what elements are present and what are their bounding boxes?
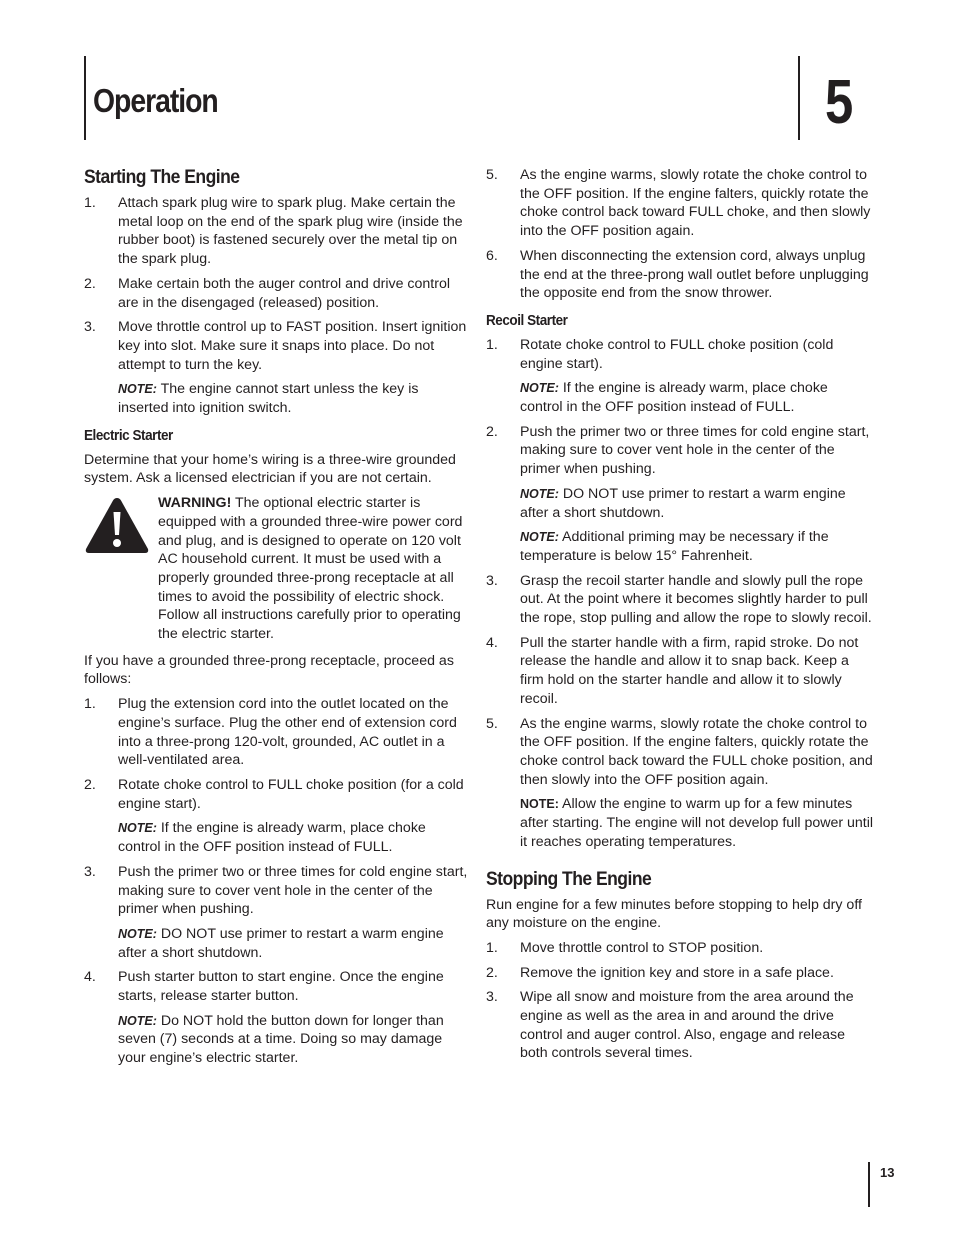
recoil-starter-steps xyxy=(486,336,874,373)
list-item xyxy=(486,166,874,241)
starting-engine-list xyxy=(84,194,469,374)
electric-starter-steps-cont xyxy=(84,863,469,919)
stopping-engine-steps xyxy=(486,939,874,1063)
list-item xyxy=(486,939,874,958)
note xyxy=(118,925,469,962)
list-number: 1. xyxy=(84,195,96,211)
right-column xyxy=(486,166,874,1069)
note-label: NOTE: xyxy=(520,530,559,545)
page-number-rule xyxy=(868,1162,870,1207)
list-number: 2. xyxy=(486,964,498,981)
page-title: Operation xyxy=(93,82,218,119)
list-item xyxy=(84,863,469,919)
page-number: 13 xyxy=(880,1165,895,1180)
note-label: NOTE: xyxy=(118,382,157,397)
list-number: 2. xyxy=(84,776,96,793)
stopping-intro: Run engine for a few minutes before stopping to help dry off any moisture on the engine. xyxy=(486,896,862,932)
list-text: Rotate choke control to FULL choke position (cold engine start). xyxy=(520,336,834,372)
list-number: 4. xyxy=(486,634,498,651)
note-text: Allow the engine to warm up for a few minutes after starting. The engine will not develop full power until it reaches operating temperatures. xyxy=(520,796,874,850)
list-item xyxy=(486,572,874,628)
note xyxy=(520,528,874,565)
starting-engine-heading: Starting The Engine xyxy=(84,166,240,188)
list-number: 4. xyxy=(84,969,96,986)
recoil-starter-heading: Recoil Starter xyxy=(486,311,568,329)
list-item xyxy=(486,634,874,709)
list-number: 3. xyxy=(486,572,498,589)
electric-intro: Determine that your home’s wiring is a three-wire grounded system. Ask a licensed electrician if you are not certain. xyxy=(84,451,456,487)
warning-exclamation-icon xyxy=(84,496,150,554)
list-text: Make certain both the auger control and drive control are in the disengaged (released) position. xyxy=(118,275,451,311)
note-text: If the engine is already warm, place choke control in the OFF position instead of FULL. xyxy=(118,820,426,856)
chapter-number: 5 xyxy=(825,68,854,137)
note xyxy=(520,795,874,851)
recoil-starter-steps-cont xyxy=(486,572,874,790)
list-text: Plug the extension cord into the outlet located on the engine’s surface. Plug the other end of extension cord into a three-prong 120-volt, grounded, AC outlet in a well-ventilated area. xyxy=(118,696,457,769)
list-number: 6. xyxy=(486,247,498,264)
note-label: NOTE: xyxy=(520,381,559,396)
list-item xyxy=(84,194,469,269)
list-number: 3. xyxy=(84,319,96,336)
electric-starter-steps-cont xyxy=(486,166,874,303)
note-label: NOTE: xyxy=(118,821,157,836)
note-label: NOTE: xyxy=(520,486,559,501)
note xyxy=(118,1012,469,1068)
note xyxy=(118,819,469,856)
list-number: 5. xyxy=(486,715,498,732)
list-text: As the engine warms, slowly rotate the choke control to the OFF position. If the engine falters, quickly rotate the choke control back toward the FULL choke position, and then slowly into the OFF position again. xyxy=(520,715,873,788)
list-item xyxy=(486,964,874,983)
list-text: Grasp the recoil starter handle and slowly pull the rope out. At the point where it becomes slightly harder to pull the rope, stop pulling and allow the rope to slowly recoil. xyxy=(520,572,872,627)
list-item xyxy=(84,968,469,1005)
list-text: Wipe all snow and moisture from the area around the engine as well as the area in and around the drive control and auger control. Also, engage and release both controls several times. xyxy=(520,989,854,1062)
list-text: Push starter button to start engine. Once the engine starts, release starter button. xyxy=(118,969,444,1005)
warning-block xyxy=(84,494,469,644)
list-text: Push the primer two or three times for cold engine start, making sure to cover vent hole in the center of the primer when pushing. xyxy=(118,863,468,918)
list-text: Remove the ignition key and store in a safe place. xyxy=(520,964,834,981)
note-text: DO NOT use primer to restart a warm engine after a short shutdown. xyxy=(118,925,444,961)
list-number: 3. xyxy=(84,863,96,880)
list-number: 1. xyxy=(486,336,498,353)
list-item xyxy=(486,423,874,479)
chapter-rule xyxy=(798,56,800,140)
stopping-engine-heading: Stopping The Engine xyxy=(486,867,652,890)
list-text: Move throttle control up to FAST position. Insert ignition key into slot. Make sure it snaps into place. Do not attempt to turn the key. xyxy=(118,319,467,373)
list-text: Attach spark plug wire to spark plug. Make certain the metal loop on the end of the spark plug wire (inside the rubber boot) is fastened securely over the metal tip on the spark plug. xyxy=(118,195,463,268)
left-column xyxy=(84,164,469,1074)
list-text: Push the primer two or three times for cold engine start, making sure to cover vent hole in the center of the primer when pushing. xyxy=(520,423,870,478)
electric-starter-steps xyxy=(84,695,469,813)
list-number: 2. xyxy=(84,275,96,292)
list-text: Pull the starter handle with a firm, rapid stroke. Do not release the handle and allow it to snap back. Keep a firm hold on the starter handle and allow it to slowly recoil. xyxy=(520,634,859,707)
note-text: Do NOT hold the button down for longer than seven (7) seconds at a time. Doing so may damage your engine’s electric starter. xyxy=(118,1012,444,1067)
list-number: 1. xyxy=(84,696,96,713)
note-text: DO NOT use primer to restart a warm engine after a short shutdown. xyxy=(520,485,846,521)
grounded-intro: If you have a grounded three-prong receptacle, proceed as follows: xyxy=(84,652,454,688)
list-item xyxy=(84,275,469,312)
list-item xyxy=(84,318,469,374)
electric-starter-heading: Electric Starter xyxy=(84,426,173,444)
electric-starter-steps-cont xyxy=(84,968,469,1005)
list-item xyxy=(486,715,874,790)
note-text: Additional priming may be necessary if the temperature is below 15° Fahrenheit. xyxy=(520,529,829,564)
note-label: NOTE: xyxy=(520,797,559,812)
list-item xyxy=(84,695,469,770)
recoil-starter-steps-cont xyxy=(486,423,874,479)
list-text: When disconnecting the extension cord, always unplug the end at the three-prong wall outlet before unplugging the opposite end from the snow thrower. xyxy=(520,247,869,302)
note xyxy=(520,485,874,522)
list-number: 3. xyxy=(486,989,498,1006)
list-number: 1. xyxy=(486,939,498,956)
list-number: 5. xyxy=(486,167,498,183)
warning-label: WARNING! xyxy=(158,495,232,512)
list-text: Rotate choke control to FULL choke position (for a cold engine start). xyxy=(118,776,464,812)
note-label: NOTE: xyxy=(118,1013,157,1028)
note xyxy=(520,379,874,416)
note-text: The engine cannot start unless the key is inserted into ignition switch. xyxy=(118,381,419,417)
list-item xyxy=(486,988,874,1063)
list-text: Move throttle control to STOP position. xyxy=(520,939,764,956)
list-text: As the engine warms, slowly rotate the choke control to the OFF position. If the engine falters, quickly rotate the choke control back toward FULL choke, and then slowly into the OFF position again. xyxy=(520,167,871,240)
note xyxy=(118,380,469,417)
note-text: If the engine is already warm, place choke control in the OFF position instead of FULL. xyxy=(520,380,828,416)
list-number: 2. xyxy=(486,423,498,440)
list-item xyxy=(486,247,874,303)
note-label: NOTE: xyxy=(118,926,157,941)
title-rule xyxy=(84,56,86,140)
list-item xyxy=(84,776,469,813)
warning-text: The optional electric starter is equipped with a grounded three-wire power cord and plug, and is designed to operate on 120 volt AC household current. It must be used with a properly grounded three-prong receptacle at all times to avoid the possibility of electric shock. Follow all instructions carefully prior to operating the electric starter. xyxy=(158,495,463,643)
list-item xyxy=(486,336,874,373)
